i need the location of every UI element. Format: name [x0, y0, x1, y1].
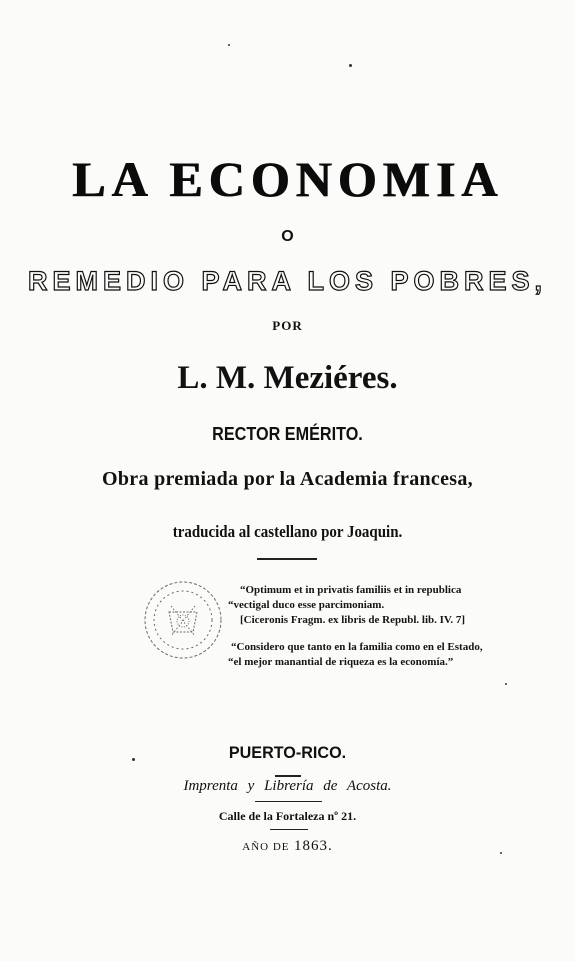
author-name: L. M. Meziéres.	[177, 360, 398, 396]
year-number: 1863.	[294, 838, 333, 854]
imprint-printer: Imprenta y Librería de Acosta.	[183, 778, 392, 794]
epigraph-spanish-line-1: “Considero que tanto en la familia como en el Estado,	[231, 641, 483, 653]
imprint-city: PUERTO-RICO.	[228, 743, 347, 762]
epigraph-citation: [Ciceronis Fragm. ex libris de Republ. lib. IV. 7]	[240, 614, 466, 626]
divider-rule	[275, 775, 301, 777]
by-label: POR	[272, 318, 303, 333]
epigraph-latin-line-2: “vectigal duco esse parcimoniam.	[228, 599, 385, 611]
book-title: LA ECONOMIA	[71, 151, 504, 207]
author-role: RECTOR EMÉRITO.	[212, 424, 363, 444]
paper-speck	[500, 852, 502, 854]
epigraph-spanish-line-2: “el mejor manantial de riqueza es la economía.”	[228, 656, 454, 668]
title-conjunction: O	[281, 228, 294, 245]
imprint-address: Calle de la Fortaleza nº 21.	[218, 809, 357, 823]
divider-rule	[255, 801, 322, 802]
divider-rule	[270, 829, 308, 830]
paper-speck	[132, 758, 135, 761]
translation-note: traducida al castellano por Joaquin.	[172, 522, 403, 541]
paper-speck	[505, 683, 507, 685]
paper-speck	[228, 44, 230, 46]
book-subtitle: REMEDIO PARA LOS POBRES,	[27, 266, 548, 296]
epigraph-latin-line-1: “Optimum et in privatis familiis et in republica	[240, 584, 462, 596]
divider-rule	[257, 558, 317, 560]
imprint-year	[0, 838, 575, 855]
paper-speck	[349, 64, 352, 67]
year-prefix: AÑO DE	[242, 841, 290, 853]
library-seal-icon	[141, 578, 225, 662]
award-note: Obra premiada por la Academia francesa,	[102, 468, 473, 490]
